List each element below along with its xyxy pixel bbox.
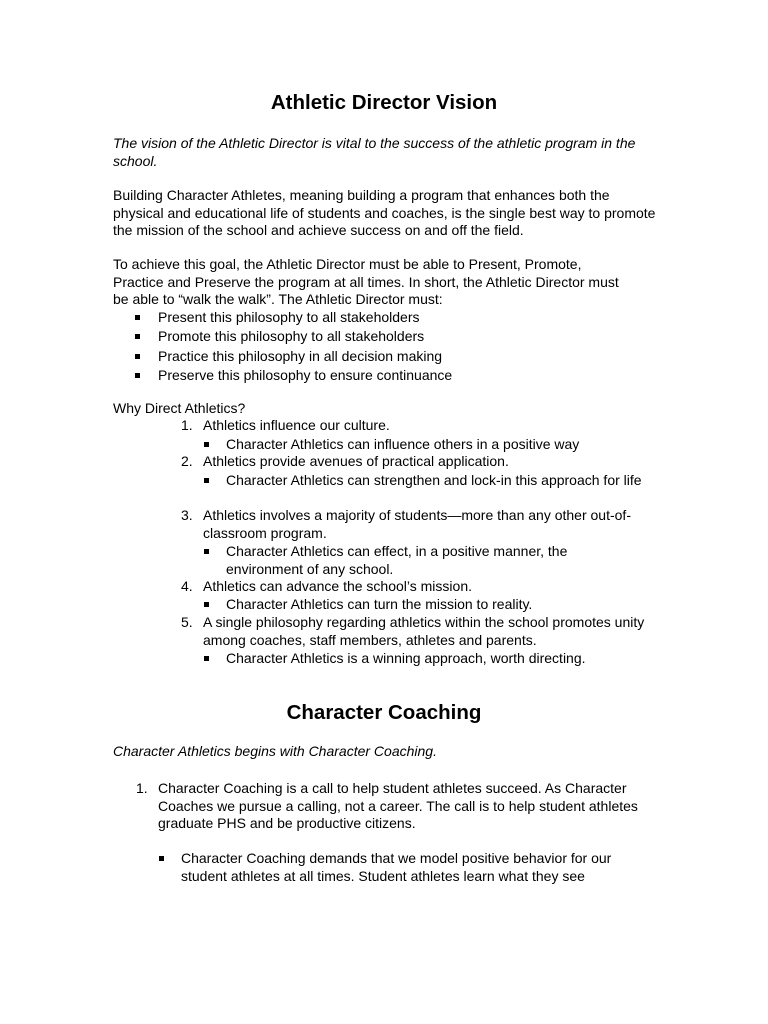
reason-text: A single philosophy regarding athletics within the school promotes unity among coaches, staff members, athletes and parents. — [203, 614, 645, 648]
reason-subitem: Character Athletics is a winning approach, worth directing. — [203, 650, 663, 668]
paragraph-goal: To achieve this goal, the Athletic Director must be able to Present, Promote, Practice and Preserve the program at all times. In short, the Athletic Director must be able to “walk the walk”. The Athletic Director must: — [113, 256, 619, 307]
reason-number: 1. — [181, 417, 193, 433]
reason-sublist — [203, 436, 663, 454]
reason-subitem: Character Athletics can influence others in a positive way — [203, 436, 663, 454]
reason-text: Athletics involves a majority of students—more than any other out-of-classroom program. — [203, 507, 631, 541]
list-item: Promote this philosophy to all stakeholders — [134, 328, 634, 346]
reason-subitem: Character Athletics can turn the mission to reality. — [203, 596, 663, 614]
reason-number: 5. — [181, 614, 193, 630]
section-intro: Character Athletics begins with Character Coaching. — [113, 743, 437, 759]
coaching-subitem: Character Coaching demands that we model positive behavior for our student athletes at all times. Student athletes learn what they see — [158, 850, 648, 885]
list-item: Practice this philosophy in all decision making — [134, 348, 634, 366]
reason-sublist — [203, 650, 663, 668]
coaching-text: Character Coaching is a call to help student athletes succeed. As Character Coaches we pursue a calling, not a career. The call is to help student athletes graduate PHS and be productive citizens. — [158, 780, 638, 831]
page-title: Athletic Director Vision — [270, 91, 498, 114]
why-heading: Why Direct Athletics? — [113, 400, 246, 416]
reason-number: 3. — [181, 507, 193, 523]
list-item: Present this philosophy to all stakeholders — [134, 309, 634, 327]
reason-text: Athletics influence our culture. — [203, 417, 390, 433]
section-title: Character Coaching — [286, 701, 482, 724]
reason-sublist — [203, 472, 653, 490]
list-item: Preserve this philosophy to ensure continuance — [134, 367, 634, 385]
reason-sublist — [203, 543, 633, 578]
paragraph-building: Building Character Athletes, meaning building a program that enhances both the physical and educational life of students and coaches, is the single best way to promote the mission of the school and achieve success on and off the field. — [113, 187, 656, 238]
intro-text: The vision of the Athletic Director is vital to the success of the athletic program in the school. — [113, 135, 636, 169]
coaching-number: 1. — [136, 780, 148, 796]
reason-subitem: Character Athletics can strengthen and lock-in this approach for life — [203, 472, 653, 490]
reason-number: 2. — [181, 453, 193, 469]
coaching-sublist — [158, 850, 648, 885]
reason-subitem: Character Athletics can effect, in a positive manner, the environment of any school. — [203, 543, 633, 578]
reason-text: Athletics provide avenues of practical application. — [203, 453, 509, 469]
reason-number: 4. — [181, 578, 193, 594]
must-list — [134, 309, 634, 386]
reason-sublist — [203, 596, 663, 614]
reason-text: Athletics can advance the school’s mission. — [203, 578, 472, 594]
